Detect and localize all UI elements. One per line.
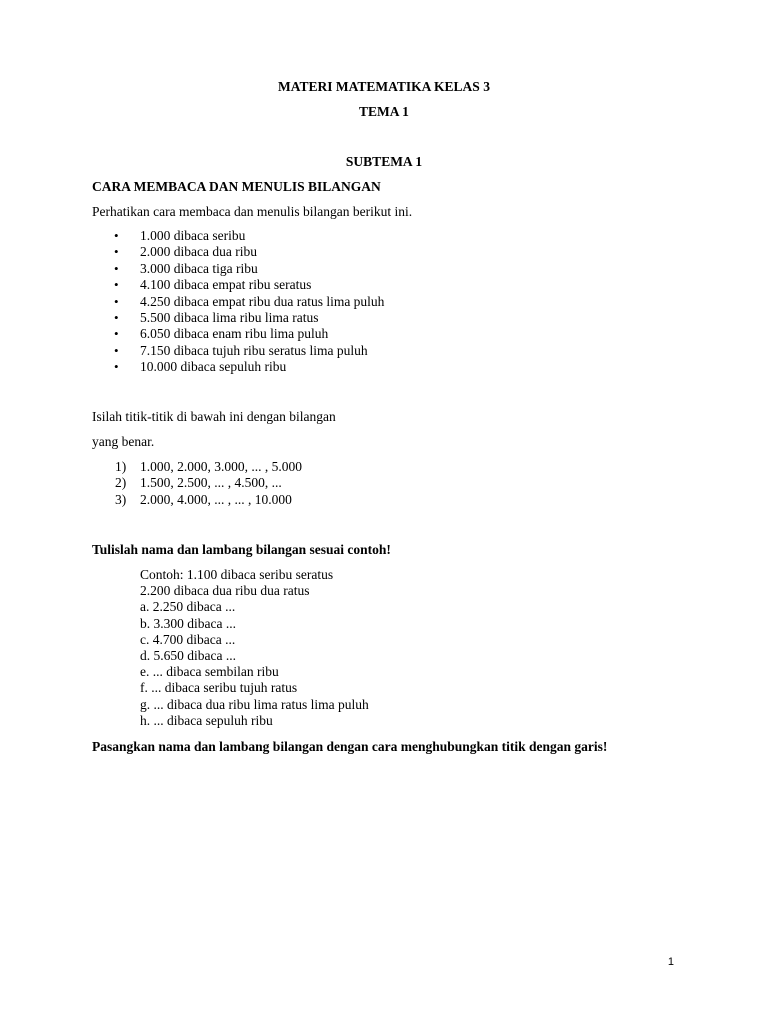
list-item: f. ... dibaca seribu tujuh ratus	[140, 680, 298, 696]
bullet-icon: •	[114, 326, 119, 342]
writing-exercise-list	[140, 567, 369, 729]
section-heading-pasangkan: Pasangkan nama dan lambang bilangan dengan cara menghubungkan titik dengan garis!	[92, 739, 608, 754]
bullet-icon: •	[114, 310, 119, 326]
bullet-icon: •	[114, 293, 119, 309]
bullet-icon: •	[114, 244, 119, 260]
bullet-icon: •	[114, 342, 119, 358]
list-item: • 6.050 dibaca enam ribu lima puluh	[114, 326, 329, 342]
document-title: MATERI MATEMATIKA KELAS 3	[278, 79, 490, 94]
list-item: h. ... dibaca sepuluh ribu	[140, 712, 273, 728]
list-item: • 4.100 dibaca empat ribu seratus	[114, 277, 312, 293]
section-heading-tulislah: Tulislah nama dan lambang bilangan sesuai contoh!	[92, 542, 391, 557]
list-item: 3) 2.000, 4.000, ... , ... , 10.000	[115, 491, 292, 507]
subtema-label: SUBTEMA 1	[345, 154, 423, 169]
bullet-icon: •	[114, 260, 119, 276]
section-intro-paragraph: Perhatikan cara membaca dan menulis bilangan berikut ini.	[92, 204, 413, 219]
fill-in-intro-line1: Isilah titik-titik di bawah ini dengan bilangan	[92, 409, 336, 424]
list-item: • 1.000 dibaca seribu	[114, 228, 246, 243]
list-item: 1) 1.000, 2.000, 3.000, ... , 5.000	[115, 459, 302, 474]
list-item: c. 4.700 dibaca ...	[140, 631, 236, 647]
list-item: b. 3.300 dibaca ...	[140, 615, 236, 631]
fill-in-list	[92, 459, 302, 508]
page-number: 1	[667, 956, 674, 968]
list-item: e. ... dibaca sembilan ribu	[140, 664, 279, 680]
list-item: • 4.250 dibaca empat ribu dua ratus lima puluh	[114, 293, 385, 309]
bullet-icon: •	[114, 228, 119, 243]
section-heading-membaca-menulis: CARA MEMBACA DAN MENULIS BILANGAN	[92, 179, 381, 194]
list-item: d. 5.650 dibaca ...	[140, 648, 236, 664]
list-item: • 7.150 dibaca tujuh ribu seratus lima puluh	[114, 342, 368, 358]
example-line: 2.200 dibaca dua ribu dua ratus	[140, 583, 310, 599]
reading-examples-list	[92, 228, 384, 376]
bullet-icon: •	[114, 277, 119, 293]
list-item: a. 2.250 dibaca ...	[140, 599, 236, 615]
example-line: Contoh: 1.100 dibaca seribu seratus	[140, 567, 334, 582]
bullet-icon: •	[114, 359, 119, 375]
list-item: • 2.000 dibaca dua ribu	[114, 244, 257, 260]
list-item: • 3.000 dibaca tiga ribu	[114, 260, 258, 276]
list-item: g. ... dibaca dua ribu lima ratus lima puluh	[140, 696, 369, 712]
tema-label: TEMA 1	[359, 104, 409, 119]
list-item: • 5.500 dibaca lima ribu lima ratus	[114, 310, 319, 326]
list-item: • 10.000 dibaca sepuluh ribu	[114, 359, 287, 375]
list-item: 2) 1.500, 2.500, ... , 4.500, ...	[115, 475, 282, 491]
fill-in-intro-line2: yang benar.	[92, 434, 155, 449]
